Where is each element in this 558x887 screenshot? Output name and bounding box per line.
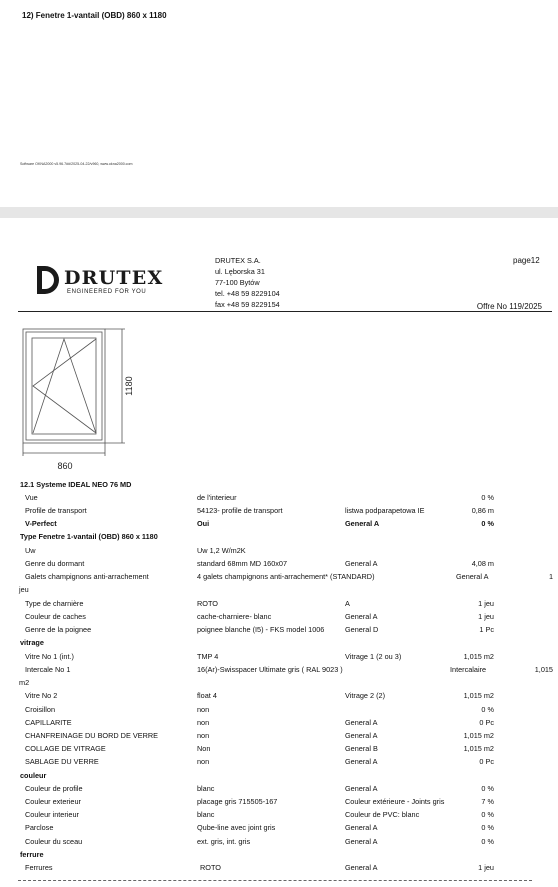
spec-value: Qube-line avec joint gris bbox=[197, 823, 276, 832]
spec-row bbox=[0, 730, 558, 742]
spec-label: Intercale No 1 bbox=[25, 665, 71, 674]
spec-quantity: 0 % bbox=[481, 493, 494, 502]
spec-row bbox=[0, 624, 558, 636]
spec-section-row bbox=[0, 849, 558, 861]
spec-quantity: 0 % bbox=[481, 705, 494, 714]
company-phone: tel. +48 59 8229104 bbox=[215, 288, 280, 298]
spec-row bbox=[0, 743, 558, 755]
window-frame-inner bbox=[26, 332, 102, 440]
logo-wordmark: DRUTEX bbox=[64, 267, 164, 289]
spec-category: General A bbox=[345, 731, 378, 740]
spec-value: Non bbox=[197, 744, 211, 753]
spec-quantity: 1 jeu bbox=[478, 612, 494, 621]
spec-value: blanc bbox=[197, 810, 215, 819]
spec-category: General A bbox=[345, 863, 378, 872]
spec-quantity: 1,015 m2 bbox=[463, 731, 494, 740]
spec-quantity: 4,08 m bbox=[471, 559, 494, 568]
spec-section-heading: ferrure bbox=[20, 850, 44, 859]
spec-category: General A bbox=[345, 612, 378, 621]
spec-row bbox=[0, 545, 558, 557]
spec-quantity: 0 % bbox=[481, 810, 494, 819]
spec-label: Genre du dormant bbox=[25, 559, 85, 568]
spec-value: float 4 bbox=[197, 691, 217, 700]
spec-label: Couleur exterieur bbox=[25, 797, 81, 806]
spec-row bbox=[0, 518, 558, 530]
spec-value: ROTO bbox=[197, 599, 218, 608]
spec-value: Oui bbox=[197, 519, 210, 528]
spec-section-row bbox=[0, 637, 558, 649]
spec-section-row bbox=[0, 531, 558, 543]
spec-quantity: 0 % bbox=[481, 519, 494, 528]
spec-label: CHANFREINAGE DU BORD DE VERRE bbox=[25, 731, 158, 740]
spec-category: Intercalaire bbox=[450, 665, 487, 674]
spec-category: listwa podparapetowa IE bbox=[345, 506, 425, 515]
spec-quantity: 0 Pc bbox=[479, 718, 494, 727]
spec-quantity: 0 % bbox=[481, 837, 494, 846]
company-street: ul. Lęborska 31 bbox=[215, 266, 265, 276]
spec-row bbox=[0, 571, 558, 583]
spec-label: Croisillon bbox=[25, 705, 56, 714]
spec-value: de l'interieur bbox=[197, 493, 237, 502]
offer-number: Offre No 119/2025 bbox=[476, 302, 542, 311]
window-sash bbox=[32, 338, 96, 434]
spec-quantity: 1,015 m2 bbox=[463, 744, 494, 753]
spec-value: Uw 1,2 W/m2K bbox=[197, 546, 246, 555]
spec-category: Couleur de PVC: blanc bbox=[345, 810, 420, 819]
spec-section-row bbox=[0, 770, 558, 782]
spec-value: poignee blanche (I5) - FKS model 1006 bbox=[197, 625, 325, 634]
software-footer: Software OKNA2000 v5.96.7##/2025-04-22/v960, www.okna2000.com bbox=[20, 162, 133, 166]
spec-row bbox=[0, 717, 558, 729]
spec-label: V-Perfect bbox=[25, 519, 57, 528]
spec-value: standard 68mm MD 160x07 bbox=[197, 559, 288, 568]
spec-section-heading: vitrage bbox=[20, 638, 44, 647]
spec-category: General A bbox=[345, 784, 378, 793]
spec-unit-wrap: m2 bbox=[19, 678, 30, 687]
spec-label: Couleur du sceau bbox=[25, 837, 83, 846]
width-label: 860 bbox=[57, 461, 73, 471]
spec-section-heading: couleur bbox=[20, 771, 47, 780]
spec-quantity: 0 % bbox=[481, 823, 494, 832]
spec-row bbox=[0, 862, 558, 874]
spec-quantity: 0,86 m bbox=[471, 506, 494, 515]
spec-value: blanc bbox=[197, 784, 215, 793]
logo-tagline: ENGINEERED FOR YOU bbox=[67, 289, 147, 295]
spec-value: non bbox=[197, 757, 210, 766]
spec-label: Galets champignons anti-arrachement bbox=[25, 572, 149, 581]
height-label: 1180 bbox=[124, 376, 134, 396]
spec-label: Couleur interieur bbox=[25, 810, 79, 819]
spec-title: 12.1 Systeme IDEAL NEO 76 MD bbox=[20, 480, 132, 489]
page-number: page12 bbox=[513, 256, 540, 265]
company-address bbox=[215, 256, 280, 311]
spec-label: COLLAGE DE VITRAGE bbox=[25, 744, 106, 753]
spec-label: Genre de la poignee bbox=[25, 625, 92, 634]
spec-label: Type de charnière bbox=[25, 599, 84, 608]
spec-category: General A bbox=[345, 837, 378, 846]
spec-label: Couleur de caches bbox=[25, 612, 86, 621]
page-separator bbox=[0, 207, 558, 218]
spec-row bbox=[0, 783, 558, 795]
spec-row bbox=[0, 492, 558, 504]
spec-category: General A bbox=[345, 823, 378, 832]
spec-quantity: 1,015 m2 bbox=[463, 691, 494, 700]
spec-quantity: 1 bbox=[549, 572, 554, 581]
spec-category: General A bbox=[345, 757, 378, 766]
spec-value: TMP 4 bbox=[197, 652, 219, 661]
company-name: DRUTEX S.A. bbox=[215, 256, 261, 265]
spec-value: non bbox=[197, 731, 210, 740]
company-city: 77-100 Bytów bbox=[215, 277, 260, 287]
spec-row bbox=[0, 558, 558, 570]
spec-quantity: 0 % bbox=[481, 784, 494, 793]
drutex-logo bbox=[34, 264, 164, 296]
spec-label: SABLAGE DU VERRE bbox=[25, 757, 99, 766]
spec-label: Couleur de profile bbox=[25, 784, 83, 793]
spec-row bbox=[0, 651, 558, 663]
spec-label: Vue bbox=[25, 493, 38, 502]
tilt-opening-lines bbox=[33, 339, 96, 433]
spec-quantity: 7 % bbox=[481, 797, 494, 806]
spec-category: A bbox=[345, 599, 350, 608]
spec-value: placage gris 715505-167 bbox=[197, 797, 278, 806]
spec-quantity: 1,015 m2 bbox=[463, 652, 494, 661]
header-rule bbox=[18, 311, 552, 312]
spec-value: ext. gris, int. gris bbox=[197, 837, 251, 846]
spec-value: ROTO bbox=[200, 863, 221, 872]
spec-value: 4 galets champignons anti-arrachement* (STANDARD) bbox=[197, 572, 375, 581]
spec-row bbox=[0, 505, 558, 517]
spec-row bbox=[0, 836, 558, 848]
spec-category: General A bbox=[345, 559, 378, 568]
bottom-rule bbox=[18, 880, 532, 881]
spec-wrap-row bbox=[0, 584, 558, 596]
spec-category: General A bbox=[456, 572, 489, 581]
spec-label: Uw bbox=[25, 546, 36, 555]
spec-quantity: 0 Pc bbox=[479, 757, 494, 766]
turn-opening-lines bbox=[33, 339, 96, 433]
spec-value: non bbox=[197, 718, 210, 727]
spec-category: General D bbox=[345, 625, 379, 634]
spec-row bbox=[0, 598, 558, 610]
spec-section-heading: Type Fenetre 1-vantail (OBD) 860 x 1180 bbox=[20, 532, 158, 541]
spec-value: cache-charniere- blanc bbox=[197, 612, 272, 621]
spec-row bbox=[0, 809, 558, 821]
company-fax: fax +48 59 8229154 bbox=[215, 299, 280, 309]
spec-label: Ferrures bbox=[25, 863, 53, 872]
window-drawing bbox=[18, 325, 148, 473]
spec-title-row bbox=[0, 479, 558, 491]
spec-quantity: 1 jeu bbox=[478, 599, 494, 608]
spec-label: CAPILLARITE bbox=[25, 718, 72, 727]
previous-page-title: 12) Fenetre 1-vantail (OBD) 860 x 1180 bbox=[22, 11, 167, 20]
spec-category: General A bbox=[345, 519, 380, 528]
spec-category: General A bbox=[345, 718, 378, 727]
spec-label: Profile de transport bbox=[25, 506, 87, 515]
spec-quantity: 1 Pc bbox=[479, 625, 494, 634]
spec-row bbox=[0, 704, 558, 716]
spec-row bbox=[0, 690, 558, 702]
spec-category: General B bbox=[345, 744, 378, 753]
spec-row bbox=[0, 756, 558, 768]
spec-value: non bbox=[197, 705, 210, 714]
spec-value: 54123- profile de transport bbox=[197, 506, 283, 515]
spec-row bbox=[0, 664, 558, 676]
spec-label: Vitre No 2 bbox=[25, 691, 58, 700]
spec-label: Vitre No 1 (int.) bbox=[25, 652, 74, 661]
spec-value: 16(Ar)-Swisspacer Ultimate gris ( RAL 9023 ) bbox=[197, 665, 343, 674]
spec-quantity: 1 jeu bbox=[478, 863, 494, 872]
spec-quantity: 1,015 bbox=[534, 665, 553, 674]
spec-category: Vitrage 1 (2 ou 3) bbox=[345, 652, 402, 661]
spec-category: Couleur extérieure - Joints gris bbox=[345, 797, 445, 806]
spec-wrap-row bbox=[0, 677, 558, 689]
spec-category: Vitrage 2 (2) bbox=[345, 691, 386, 700]
spec-row bbox=[0, 796, 558, 808]
spec-label: Parclose bbox=[25, 823, 54, 832]
spec-row bbox=[0, 822, 558, 834]
spec-row bbox=[0, 611, 558, 623]
spec-unit-wrap: jeu bbox=[19, 585, 29, 594]
